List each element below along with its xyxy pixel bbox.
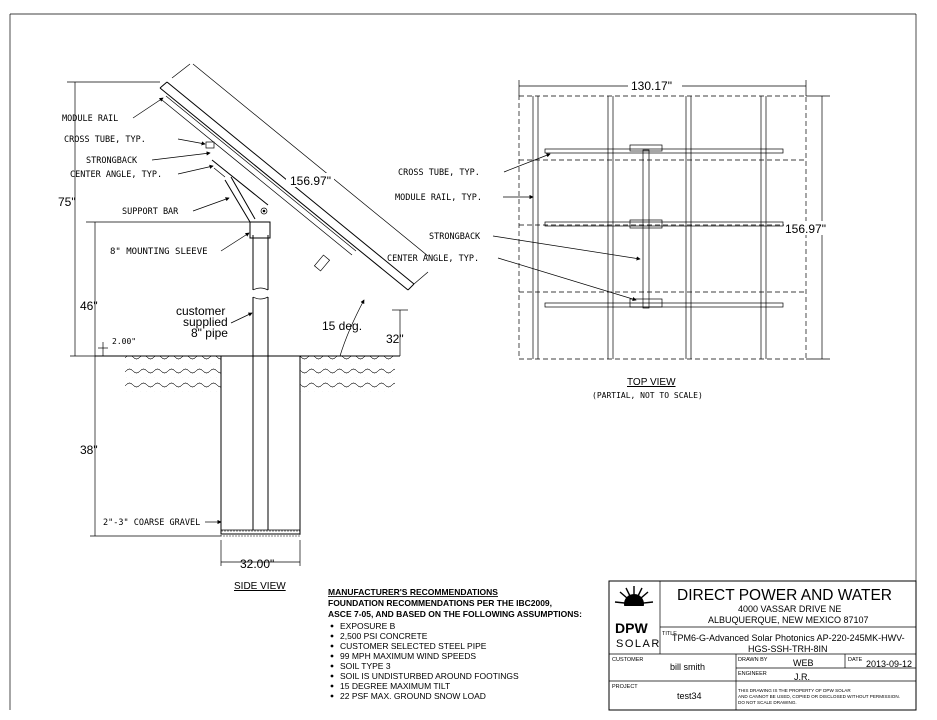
label-strongback: STRONGBACK <box>86 156 138 166</box>
rec-bullet <box>331 625 334 628</box>
date-value: 2013-09-12 <box>866 659 913 669</box>
top-dimensions <box>519 78 836 359</box>
dim-grade: 2.00" <box>112 337 137 346</box>
drawing-title-2: HGS-SSH-TRH-8IN <box>748 644 828 654</box>
rec-item: 15 DEGREE MAXIMUM TILT <box>340 681 451 691</box>
customer-value: bill smith <box>670 662 706 672</box>
rec-item: SOIL TYPE 3 <box>340 661 391 671</box>
date-label: DATE <box>848 657 863 663</box>
title-label: TITLE <box>662 631 677 637</box>
rec-title: MANUFACTURER'S RECOMMENDATIONS <box>328 587 498 597</box>
top-view-caption: TOP VIEW <box>627 377 676 388</box>
dpw-solar-logo <box>612 586 661 650</box>
rec-item: 22 PSF MAX. GROUND SNOW LOAD <box>340 691 486 701</box>
engineer-value: J.R. <box>794 672 811 682</box>
drawing-title-1: TPM6-G-Advanced Solar Photonics AP-220-245MK-HWV- <box>672 633 905 643</box>
top-dim-length: 156.97" <box>785 222 826 236</box>
rec-list <box>331 621 519 701</box>
dim-module-length: 156.97" <box>290 174 331 188</box>
rec-bullet <box>331 685 334 688</box>
company-address-2: ALBUQUERQUE, NEW MEXICO 87107 <box>708 615 869 625</box>
top-label-strongback: STRONGBACK <box>429 232 481 242</box>
disclaimer-3: DO NOT SCALE DRAWING. <box>738 700 797 705</box>
top-label-module-rail: MODULE RAIL, TYP. <box>395 193 482 203</box>
rec-intro-1: FOUNDATION RECOMMENDATIONS PER THE IBC2009, <box>328 598 553 608</box>
label-mounting-sleeve: 8" MOUNTING SLEEVE <box>110 247 208 257</box>
label-cross-tube: CROSS TUBE, TYP. <box>64 135 146 145</box>
rec-item: EXPOSURE B <box>340 621 396 631</box>
top-module-rails <box>533 96 766 359</box>
rec-item: SOIL IS UNDISTURBED AROUND FOOTINGS <box>340 671 519 681</box>
side-view-caption: SIDE VIEW <box>234 581 286 592</box>
customer-label: CUSTOMER <box>612 657 644 663</box>
side-callouts <box>62 98 252 528</box>
rec-item: 2,500 PSI CONCRETE <box>340 631 428 641</box>
drawn-by-value: WEB <box>793 658 814 668</box>
dim-tilt: 15 deg. <box>322 319 363 333</box>
title-block <box>609 581 916 710</box>
disclaimer-1: THIS DRAWING IS THE PROPERTY OF DPW SOLAR <box>738 688 851 693</box>
company-name: DIRECT POWER AND WATER <box>677 587 893 604</box>
rec-item: 99 MPH MAXIMUM WIND SPEEDS <box>340 651 477 661</box>
dim-height-total: 75" <box>58 195 76 209</box>
label-customer-pipe-2: supplied <box>183 315 228 329</box>
rec-bullet <box>331 675 334 678</box>
rec-bullet <box>331 655 334 658</box>
label-customer-pipe-3: 8" pipe <box>191 326 228 340</box>
label-module-rail: MODULE RAIL <box>62 114 119 124</box>
pipe <box>250 222 270 530</box>
rec-item: CUSTOMER SELECTED STEEL PIPE <box>340 641 487 651</box>
ground-soil <box>95 356 400 396</box>
top-view <box>387 78 836 400</box>
project-value: test34 <box>677 691 702 701</box>
label-gravel: 2"-3" COARSE GRAVEL <box>103 518 201 528</box>
company-address-1: 4000 VASSAR DRIVE NE <box>738 604 842 614</box>
rec-bullet <box>331 635 334 638</box>
top-view-subcaption: (PARTIAL, NOT TO SCALE) <box>592 391 703 400</box>
label-center-angle: CENTER ANGLE, TYP. <box>70 170 163 180</box>
drawn-by-label: DRAWN BY <box>738 657 768 663</box>
disclaimer-2: AND CANNOT BE USED, COPIED OR DISCLOSED WITHOUT PERMISSION. <box>738 694 900 699</box>
rec-bullet <box>331 665 334 668</box>
top-label-center-angle: CENTER ANGLE, TYP. <box>387 254 480 264</box>
side-view <box>58 64 428 592</box>
top-dim-width: 130.17" <box>631 79 672 93</box>
logo-top: DPW <box>615 620 648 636</box>
label-customer-pipe-1: customer <box>176 304 226 318</box>
top-label-cross-tube: CROSS TUBE, TYP. <box>398 168 480 178</box>
rec-bullet <box>331 695 334 698</box>
recommendations <box>328 587 582 701</box>
label-support-bar: SUPPORT BAR <box>122 207 179 217</box>
logo-bottom: SOLAR <box>616 638 661 650</box>
dim-footing-width: 32.00" <box>240 557 275 571</box>
project-label: PROJECT <box>612 684 638 690</box>
dim-depth: 38" <box>80 443 98 457</box>
dim-clearance: 32" <box>386 332 404 346</box>
concrete-footing <box>221 356 300 536</box>
rec-bullet <box>331 645 334 648</box>
top-callouts <box>387 154 640 300</box>
top-strongback <box>630 145 662 308</box>
dim-height-upper: 46" <box>80 299 98 313</box>
engineer-label: ENGINEER <box>738 671 767 677</box>
rec-intro-2: ASCE 7-05, AND BASED ON THE FOLLOWING ASSUMPTIONS: <box>328 609 582 619</box>
